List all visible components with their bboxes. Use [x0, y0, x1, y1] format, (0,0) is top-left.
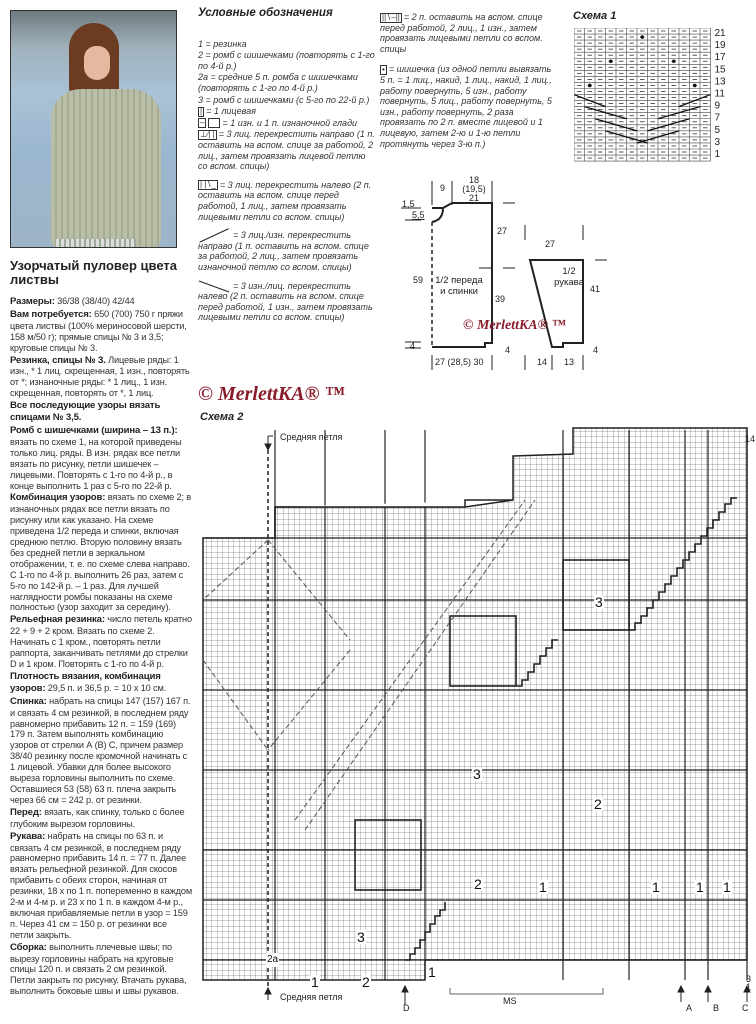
dim-top-9: 9: [440, 183, 446, 193]
article-title: Узорчатый пуловер цвета листвы: [10, 258, 177, 287]
dim-39: 39: [495, 294, 506, 304]
dim-top-21: 21: [468, 193, 479, 203]
photo-sweater: [51, 89, 161, 248]
article-paragraph: [10, 492, 192, 613]
paragraph-text: вязать по схеме 1, на которой приведены только лиц. ряды. В изн. рядах все петли вязать по рисунку, петли шишечек – лицевыми. Повторять с 1-го по 4-й р., в конце выполнить 1 раз с 5-го по 22-й р.: [10, 436, 182, 491]
sleeve-bottom-13: 13: [564, 357, 575, 367]
legend-symbol-diag-right: = 3 лиц./изн. перекрестить направо (1 п. оставить на вспом. спице за работой, 2 лиц., затем провязать изнаночной петлю со вспом. спицы): [198, 230, 369, 272]
legend-symbol-purl: – = 1 изн. и 1 п. изнаночной глади: [200, 117, 358, 128]
row-label: 5: [714, 124, 721, 136]
article-paragraph: [10, 400, 192, 424]
paragraph-heading: Ромб с шишечками (ширина – 13 п.):: [10, 424, 178, 436]
bobble-mark: [640, 35, 644, 39]
paragraph-text: число петель кратно 22 + 9 + 2 кром. Вязать по схеме 2. Начинать с 1 кром., повторять петли раппорта, заканчивать петлями до стрелки D и 1 кром. Повторять с 1-го по 4-й р.: [10, 614, 192, 669]
zone-label: 1: [428, 964, 436, 980]
watermark-large: © MerlettKA® ™: [198, 383, 345, 405]
row-label: 21: [714, 28, 726, 39]
cross-right-icon: ⊥∕| |: [200, 130, 215, 140]
row-label: 13: [714, 76, 726, 88]
paragraph-text: набрать на спицы 147 (157) 167 п. и связать 4 см резинкой, в последнем ряду равномерно прибавить 12 п. = 159 (169) 179 п. Затем выполнять комбинацию узоров от стрелки А (В) С, причем размер 38/40 резинку после кромочной начинать с 1 лицевой. Убавки для более высокого выреза горловины выполнить по схеме. Оставшиеся 53 (58) 63 п. плеча закрыть через 66 см = 242 р. от резинки.: [10, 695, 191, 805]
article-paragraph: [10, 807, 192, 830]
knit-symbol-icon: |: [200, 106, 203, 116]
arrow-label-b: B: [713, 1003, 720, 1013]
legend-item: 1 = резинка: [198, 38, 247, 49]
middle-stitch-label-bottom: Средняя петля: [280, 992, 343, 1002]
paragraph-text: 29,5 п. и 36,5 р. = 10 х 10 см.: [45, 682, 167, 693]
dim-27-height: 27: [497, 226, 508, 236]
paragraph-text: 650 (700) 750 г пряжи цвета листвы (100% мериносовой шерсти, 158 м/50 г); прямые спицы № 3 и 3,5; круговые спицы № 3.: [10, 308, 187, 353]
sleeve-label: 1/2 рукава: [554, 266, 584, 288]
arrow-label-a: A: [686, 1003, 693, 1013]
article-paragraph: [10, 296, 192, 308]
arrow-label-d: D: [403, 1003, 410, 1013]
bobble-icon: •: [382, 65, 385, 75]
legend-continued: [380, 12, 558, 149]
legend-symbol-knit: | = 1 лицевая: [200, 106, 256, 117]
watermark-small: © MerlettKA® ™: [463, 318, 566, 333]
paragraph-heading: Сборка:: [10, 941, 47, 953]
schema1-chart: [574, 28, 734, 168]
ms-label: MS: [500, 996, 520, 1006]
article-paragraph: [10, 831, 192, 941]
row-label-3: 3: [746, 974, 752, 984]
zone-label: 3: [595, 594, 603, 610]
cross-left-icon: | |∖_: [200, 180, 216, 190]
zone-label: 1: [696, 879, 704, 895]
zone-label: 3: [357, 929, 365, 945]
dim-top-19-5: (19,5): [462, 184, 486, 194]
row-label-1: 1: [746, 982, 752, 992]
zone-label: 3: [473, 766, 481, 782]
zone-label: 2: [594, 796, 602, 812]
legend-symbol-cross-left: | |∖_ = 3 лиц. перекрестить налево (2 п. оставить на вспом. спице перед работой, 1 лиц., затем провязать лицевыми петли со вспом. спицы): [198, 179, 372, 222]
dim-neck-1-5: 1,5: [402, 199, 415, 209]
paragraph-text: набрать на спицы по 63 п. и связать 4 см резинкой, в последнем ряду равномерно прибавить 14 п. = 77 п. Далее вязать рельефной резинкой. Для скосов прибавить с обеих сторон, начиная от резинки, 18 х по 1 п. попеременно в каждом 2-м и 4-м р. и 23 х по 1 п. в каждом 4-м р., включая прибавляемые петли в узор = 159 п. Через 41 см = 150 р. от резинки все петли закрыть.: [10, 830, 193, 940]
article-paragraph: [10, 614, 192, 670]
paragraph-heading: Рельефная резинка:: [10, 614, 105, 626]
article-paragraph: [10, 309, 192, 354]
row-label-top: 14: [745, 434, 756, 444]
paragraph-heading: Спинка:: [10, 695, 47, 707]
cable-symbol-icon: ||∖–||: [382, 12, 400, 22]
zone-label: 1: [723, 879, 731, 895]
zone-label: 1: [311, 974, 319, 990]
legend-item: 3 = ромб с шишечками (с 5-го по 22-й р.): [198, 94, 370, 105]
zone-label: 1: [539, 879, 547, 895]
row-label: 11: [714, 88, 725, 100]
paragraph-heading: Перед:: [10, 806, 42, 818]
row-label: 17: [714, 52, 726, 64]
photo-pants: [56, 239, 136, 248]
photo-face: [84, 46, 110, 80]
paragraph-text: вязать, как спинку, только с более глубоким вырезом горловины.: [10, 806, 185, 829]
row-label: 19: [714, 40, 726, 52]
zone-label-2a: 2a: [267, 954, 279, 965]
paragraph-text: 36/38 (38/40) 42/44: [54, 296, 135, 306]
dim-cuff-right: 4: [505, 345, 511, 355]
arrow-label-c: C: [742, 1003, 749, 1013]
dim-bottom-width: 27 (28,5) 30: [435, 357, 484, 367]
article-paragraph: [10, 355, 192, 400]
sleeve-top-width: 27: [545, 239, 556, 249]
article-paragraph: [10, 942, 192, 998]
paragraph-heading: Все последующие узоры вязать спицами № 3,5.: [10, 400, 161, 424]
paragraph-heading: Вам потребуется:: [10, 308, 92, 320]
schema2-title: Схема 2: [200, 411, 244, 423]
body-piece-label: 1/2 переда и спинки: [435, 275, 483, 297]
legend-item: 2 = ромб с шишечками (повторять с 1-го по 4-й р.): [198, 50, 375, 71]
bobble-mark: [588, 84, 592, 88]
row-label: 9: [714, 100, 721, 112]
bobble-mark: [672, 59, 676, 63]
paragraph-text: вязать по схеме 2; в изнаночных рядах все петли вязать по рисунку или как указано. На схеме приведена 1/2 переда и спинки, включая среднюю петлю. Вторую половину вязать без средней петли в зеркальном отображении, т. е. по схеме слева направо. С 1-го по 4-й р. выполнить 26 раз, затем с 5-го по 142-й р. – 1 раз. Для лучшей наглядности ромбы показаны на схеме полностью (узор заходит за середину).: [10, 492, 192, 613]
paragraph-text: Лицевые ряды: 1 изн., * 1 лиц. скрещенная, 1 изн., повторять от *; изнаночные ряды: * 1 лиц., 1 изн. скрещенная, повторять от *, 1 лиц.: [10, 354, 190, 399]
row-label: 3: [714, 136, 721, 148]
legend-symbol-cross-right: ⊥∕| | = 3 лиц. перекрестить направо (1 п. оставить на вспом. спице за работой, 2 лиц., затем провязать лицевой петлю со вспом. спицы): [198, 129, 375, 172]
dim-59: 59: [413, 275, 424, 285]
legend-symbol-diag-left: = 3 изн./лиц. перекрестить налево (2 п. оставить на вспом. спице перед работой, 1 изн., затем провязать лицевыми петли со вспом. спицы): [198, 280, 373, 323]
schema1-title: Схема 1: [573, 10, 617, 22]
article-paragraph: [10, 671, 192, 695]
sweater-photo: [10, 10, 177, 248]
purl-symbol-icon: –: [200, 118, 205, 128]
article-body: [10, 296, 192, 998]
article-paragraph: [10, 425, 192, 491]
legend-symbol-bobble: • = шишечка (из одной петли вывязать 5 п. = 1 лиц., накид, 1 лиц., накид, 1 лиц., работу повернуть, 5 изн., работу повернуть, 5 лиц., работу повернуть, 5 изн., работу повернуть, 2 раза провязать по 2 п. вместе лицевой и 1 лицевую, затем 2-ю и 1-ю петли протянуть через 3-ю п.): [380, 64, 552, 149]
dim-neck-5-5: 5,5: [412, 210, 425, 220]
legend: [198, 8, 376, 324]
paragraph-heading: Комбинация узоров:: [10, 492, 106, 504]
dim-top-18: 18: [468, 175, 479, 185]
zone-label: 2: [474, 876, 482, 892]
paragraph-text: выполнить плечевые швы; по вырезу горловины набрать на круговые спицы 120 п. и связать 2 см резинкой. Петли закрыть по рисунку. Втачать рукава, выполнить боковые швы и швы рукавов.: [10, 941, 187, 997]
row-label: 15: [714, 64, 726, 76]
legend-symbol-cable: ||∖–|| = 2 п. оставить на вспом. спице перед работой, 2 лиц., 1 изн., затем провязать лицевыми петли со вспом. спицы: [380, 12, 543, 54]
middle-stitch-label-top: Средняя петля: [280, 432, 343, 442]
sleeve-cuff: 4: [593, 345, 599, 355]
dim-cuff-left: 4: [410, 341, 416, 351]
empty-symbol-icon: [208, 118, 220, 128]
row-label: 1: [714, 149, 721, 160]
paragraph-heading: Плотность вязания, комбинация узоров:: [10, 670, 161, 694]
sleeve-height: 41: [590, 284, 601, 294]
paragraph-heading: Рукава:: [10, 830, 46, 842]
bobble-mark: [609, 59, 613, 63]
zone-label: 1: [652, 879, 660, 895]
legend-title: Условные обозначения: [198, 7, 333, 19]
paragraph-heading: Резинка, спицы № 3.: [10, 354, 106, 366]
schema2-chart: [195, 420, 756, 1024]
row-label: 7: [714, 112, 721, 124]
sleeve-bottom-14: 14: [537, 357, 548, 367]
article-paragraph: [10, 696, 192, 806]
bobble-mark: [693, 84, 697, 88]
paragraph-heading: Размеры:: [10, 296, 55, 307]
legend-item: 2а = средние 5 п. ромба с шишечками (повторять с 1-го по 4-й р.): [198, 72, 358, 93]
zone-label: 2: [362, 974, 370, 990]
